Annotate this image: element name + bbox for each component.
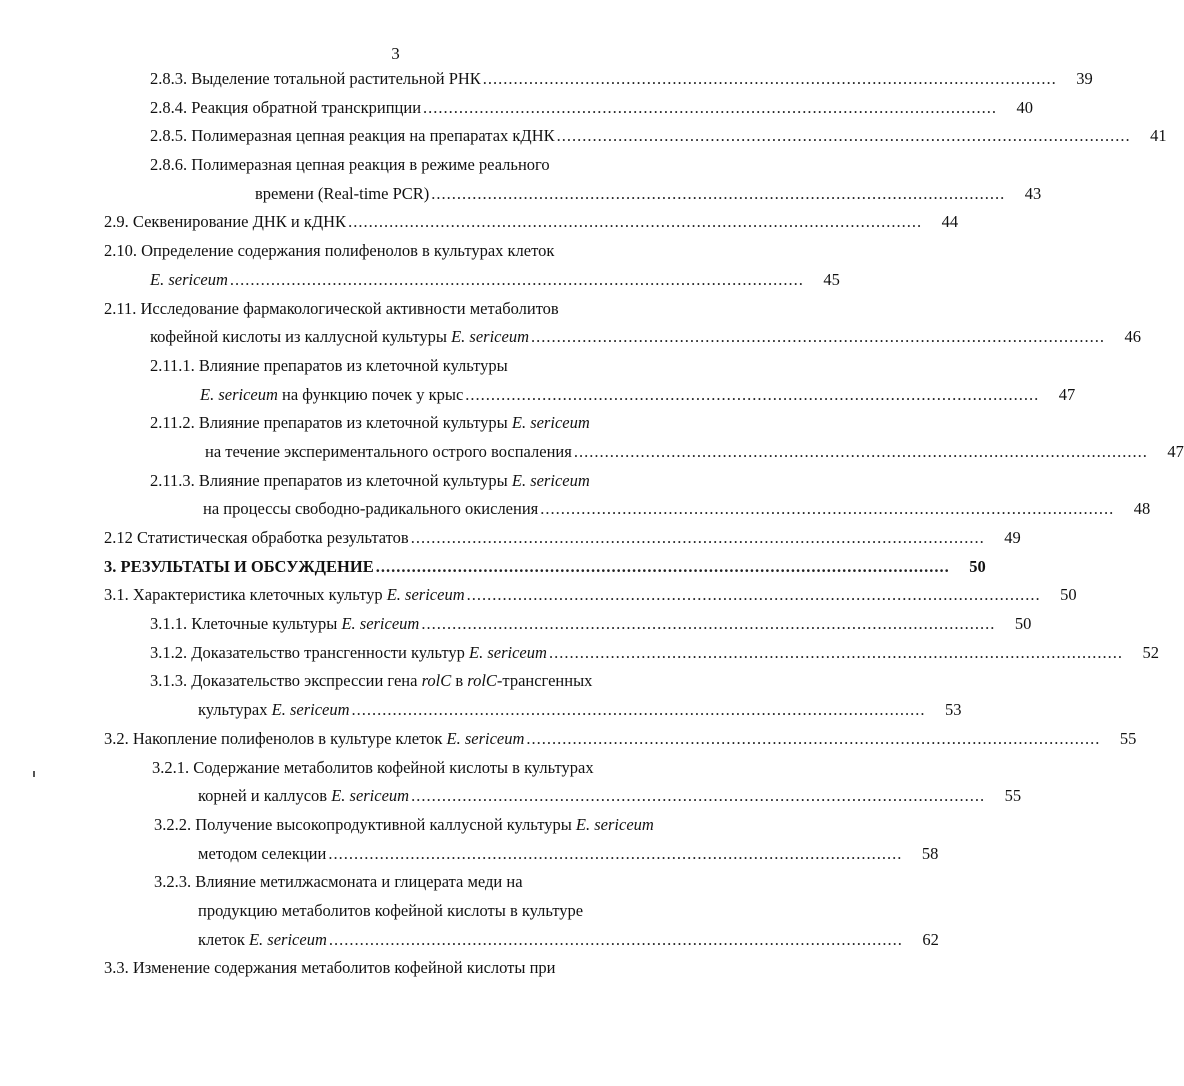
toc-entry xyxy=(0,467,791,496)
toc-entry-page: 43 xyxy=(1024,183,1042,203)
toc-entry-title: E. sericeum на функцию почек у крыс xyxy=(200,384,464,404)
toc-entry-title: 2.11. Исследование фармакологической активности метаболитов xyxy=(104,298,559,318)
toc-leader-dots: ................................................................................................................ xyxy=(466,585,1041,605)
toc-entry-page: 55 xyxy=(1004,786,1022,806)
toc-leader-dots: ................................................................................................................ xyxy=(229,269,804,289)
toc-entry xyxy=(0,122,1167,151)
toc-entry xyxy=(0,868,791,897)
toc-entry-title: клеток E. sericeum xyxy=(198,929,327,949)
toc-entry-title: 3.1.2. Доказательство трансгенности культур E. sericeum xyxy=(150,642,547,662)
toc-entry-page: 41 xyxy=(1150,126,1167,146)
toc-entry-title: 2.8.3. Выделение тотальной растительной РНК xyxy=(150,69,481,88)
toc-entry xyxy=(0,208,959,237)
toc-entry-page: 48 xyxy=(1133,499,1151,519)
toc-leader-dots: ................................................................................................................ xyxy=(351,700,926,720)
toc-entry-page: 50 xyxy=(1014,614,1032,634)
toc-leader-dots: ................................................................................................................ xyxy=(526,728,1101,748)
toc-entry-page: 46 xyxy=(1124,327,1141,347)
toc-entry xyxy=(0,610,1032,639)
toc-entry xyxy=(0,409,791,438)
toc-entry xyxy=(0,323,1141,352)
page-number: 3 xyxy=(391,44,400,63)
toc-entry xyxy=(0,237,791,266)
toc-entry-page: 49 xyxy=(1004,528,1021,547)
toc-entry-page: 55 xyxy=(1119,728,1137,748)
toc-entry-title: 3.2.3. Влияние метилжасмоната и глицерата меди на xyxy=(154,872,523,892)
toc-leader-dots: ................................................................................................................ xyxy=(482,69,1057,88)
toc-entry-page: 47 xyxy=(1167,441,1184,461)
toc-entry xyxy=(0,553,986,582)
toc-entry-page: 40 xyxy=(1016,97,1034,117)
toc-entry-page: 58 xyxy=(921,843,939,863)
toc-entry-page: 45 xyxy=(823,269,840,289)
toc-entry xyxy=(0,639,1159,668)
toc-entry xyxy=(0,151,791,180)
toc-entry xyxy=(0,754,791,783)
toc-entry-title: 2.8.6. Полимеразная цепная реакция в режиме реального xyxy=(150,155,550,175)
toc-entry xyxy=(0,180,1042,209)
toc-entry-title: методом селекции xyxy=(198,843,327,863)
toc-entry-title: 2.11.1. Влияние препаратов из клеточной культуры xyxy=(150,355,508,375)
toc-entry-title: корней и каллусов E. sericeum xyxy=(198,786,410,806)
toc-entry-page: 62 xyxy=(922,929,939,949)
toc-entry-title: 3.2.1. Содержание метаболитов кофейной кислоты в культурах xyxy=(152,757,594,777)
toc-entry-title: 3.1.1. Клеточные культуры E. sericeum xyxy=(150,614,420,634)
toc-entry xyxy=(0,495,1151,524)
toc-entry xyxy=(0,65,1093,94)
toc-entry xyxy=(0,295,791,324)
toc-entry xyxy=(0,667,791,696)
toc-entry-title: 2.10. Определение содержания полифенолов в культурах клеток xyxy=(104,241,555,261)
toc-entry xyxy=(0,524,1021,553)
toc-entry xyxy=(0,954,791,983)
toc-leader-dots: ................................................................................................................ xyxy=(375,556,950,576)
toc-entry-page: 50 xyxy=(969,556,986,576)
toc-entry-title: времени (Real-time PCR) xyxy=(255,183,430,203)
toc-entry xyxy=(0,926,939,955)
scan-speck xyxy=(33,771,35,777)
toc-leader-dots: ................................................................................................................ xyxy=(431,183,1006,203)
toc-entry xyxy=(0,94,1034,123)
toc-leader-dots: ................................................................................................................ xyxy=(423,97,998,117)
toc-entry-title: на течение экспериментального острого воспаления xyxy=(205,441,572,461)
toc-entry-page: 53 xyxy=(945,700,962,720)
toc-leader-dots: ................................................................................................................ xyxy=(556,126,1131,146)
toc-entry-title: 3.1. Характеристика клеточных культур E. sericeum xyxy=(104,585,465,605)
toc-entry-page: 52 xyxy=(1142,642,1159,662)
toc-entry-title: кофейной кислоты из каллусной культуры E. sericeum xyxy=(150,327,529,347)
toc-entry xyxy=(0,897,791,926)
toc-entry-title: культурах E. sericeum xyxy=(198,700,350,720)
toc-entry-title: 3.3. Изменение содержания метаболитов кофейной кислоты при xyxy=(104,958,556,978)
toc-leader-dots: ................................................................................................................ xyxy=(573,441,1148,461)
toc-entry xyxy=(0,696,962,725)
toc-leader-dots: ................................................................................................................ xyxy=(328,843,903,863)
table-of-contents xyxy=(0,65,1184,983)
toc-entry xyxy=(0,725,1137,754)
toc-entry-page: 50 xyxy=(1060,585,1077,605)
toc-entry-title: 2.12 Статистическая обработка результатов xyxy=(104,528,409,547)
toc-entry-title: 2.8.5. Полимеразная цепная реакция на препаратах кДНК xyxy=(150,126,555,146)
toc-entry-title: 3. РЕЗУЛЬТАТЫ И ОБСУЖДЕНИЕ xyxy=(104,556,374,576)
toc-leader-dots: ................................................................................................................ xyxy=(465,384,1040,404)
toc-entry xyxy=(0,438,1184,467)
toc-entry-page: 39 xyxy=(1076,69,1093,88)
toc-entry xyxy=(0,352,791,381)
toc-entry-title: 3.2.2. Получение высокопродуктивной каллусной культуры E. sericeum xyxy=(154,814,654,834)
toc-entry-title: E. sericeum xyxy=(150,269,228,289)
toc-entry-title: 3.1.3. Доказательство экспрессии гена rolC в rolC-трансгенных xyxy=(150,671,593,691)
toc-leader-dots: ................................................................................................................ xyxy=(411,786,986,806)
toc-entry xyxy=(0,811,791,840)
toc-entry-page: 47 xyxy=(1058,384,1076,404)
toc-leader-dots: ................................................................................................................ xyxy=(540,499,1115,519)
toc-leader-dots: ................................................................................................................ xyxy=(421,614,996,634)
toc-leader-dots: ................................................................................................................ xyxy=(328,929,903,949)
toc-entry-title: 2.9. Секвенирование ДНК и кДНК xyxy=(104,212,347,232)
toc-entry xyxy=(0,266,840,295)
toc-leader-dots: ................................................................................................................ xyxy=(531,327,1105,347)
toc-entry-title: 2.11.2. Влияние препаратов из клеточной культуры E. sericeum xyxy=(150,413,590,433)
toc-entry xyxy=(0,581,1077,610)
toc-entry xyxy=(0,840,939,869)
toc-entry-title: продукцию метаболитов кофейной кислоты в культуре xyxy=(198,900,584,920)
toc-entry-title: 3.2. Накопление полифенолов в культуре клеток E. sericeum xyxy=(104,728,525,748)
toc-entry-page: 44 xyxy=(941,212,959,232)
toc-leader-dots: ................................................................................................................ xyxy=(410,528,985,547)
toc-entry-title: 2.11.3. Влияние препаратов из клеточной культуры E. sericeum xyxy=(150,470,590,490)
toc-entry-title: 2.8.4. Реакция обратной транскрипции xyxy=(150,97,422,117)
toc-leader-dots: ................................................................................................................ xyxy=(548,642,1123,662)
toc-leader-dots: ................................................................................................................ xyxy=(348,212,923,232)
toc-entry xyxy=(0,782,1022,811)
toc-entry xyxy=(0,381,1076,410)
toc-entry-title: на процессы свободно-радикального окисления xyxy=(203,499,539,519)
